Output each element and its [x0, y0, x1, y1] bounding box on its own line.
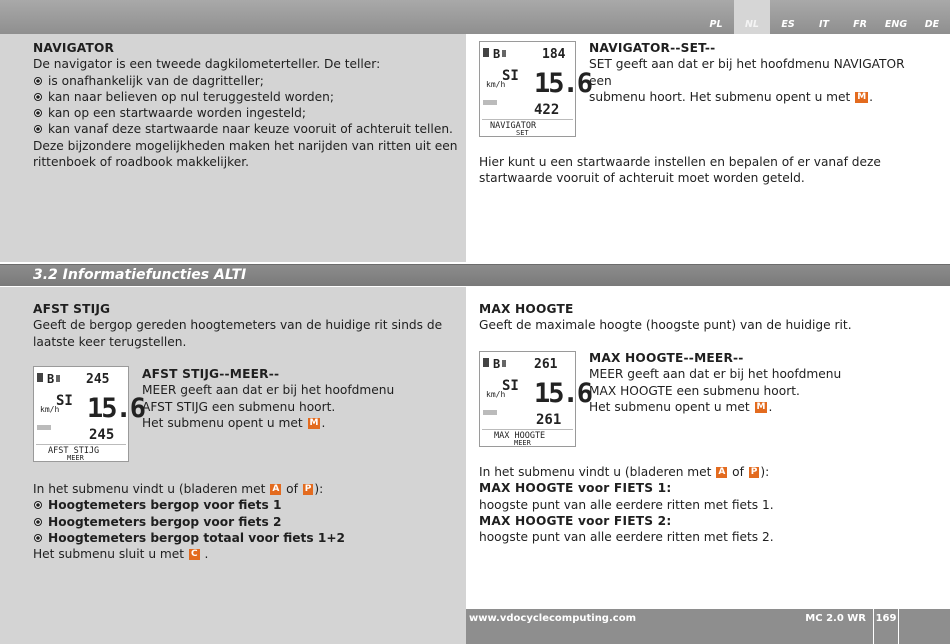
max-hoogte-f1-desc: hoogste punt van alle eerdere ritten met fiets 1. — [479, 497, 774, 512]
key-p-icon: P — [304, 484, 312, 494]
max-hoogte-sub-line2: MAX HOOGTE een submenu hoort. — [589, 383, 800, 398]
section-title: 3.2 Informatiefuncties ALTI — [33, 267, 247, 283]
afst-stijg-desc: Geeft de bergop gereden hoogtemeters van de huidige rit sinds de laatste keer terugstellen. — [33, 318, 443, 349]
navigator-section — [33, 40, 458, 170]
navigator-set-line2-text: submenu hoort. Het submenu opent u met — [589, 89, 851, 104]
navigator-set-para: Hier kunt u een startwaarde instellen en bepalen of er vanaf deze startwaarde vooruit of achteruit moet worden geteld. — [479, 155, 881, 186]
svg-text:SI: SI — [502, 378, 519, 394]
list-item: Hoogtemeters bergop voor fiets 2 — [33, 514, 458, 530]
navigator-intro: De navigator is een tweede dagkilometerteller. De teller: — [33, 57, 381, 72]
lcd-top-value: 245 — [86, 372, 110, 387]
svg-text:km/h: km/h — [486, 390, 506, 399]
max-hoogte-sub-line1: MEER geeft aan dat er bij het hoofdmenu — [589, 367, 842, 382]
key-a-icon: A — [272, 484, 280, 494]
lang-tab-pl[interactable]: PL — [709, 19, 723, 30]
navigator-set-title: NAVIGATOR--SET-- — [589, 41, 716, 55]
lcd-line2: MEER — [67, 454, 84, 462]
lcd-speed-value: 15.6 — [534, 68, 592, 99]
punct: ): — [760, 465, 770, 479]
navigator-set-section — [589, 40, 919, 105]
lang-tab-it[interactable]: IT — [818, 19, 829, 30]
navigator-set-line2 — [589, 89, 919, 105]
list-item: is onafhankelijk van de dagritteller; — [33, 73, 458, 89]
max-hoogte-browse-line — [479, 464, 919, 480]
sub-line3-text: Het submenu opent u met — [142, 415, 303, 430]
afst-stijg-section — [33, 301, 458, 350]
lcd-display-navigator — [479, 41, 592, 137]
list-item: Hoogtemeters bergop totaal voor fiets 1+2 — [33, 530, 458, 546]
navigator-bullets — [33, 73, 458, 138]
list-item: kan op een startwaarde worden ingesteld; — [33, 105, 458, 121]
afst-stijg-browse — [33, 481, 458, 562]
footer-model: MC 2.0 WR — [805, 613, 866, 624]
key-p-icon: P — [750, 467, 758, 477]
svg-text:B: B — [493, 47, 501, 61]
max-hoogte-f2-desc: hoogste punt van alle eerdere ritten met fiets 2. — [479, 530, 774, 545]
afst-stijg-sub-title: AFST STIJG--MEER-- — [142, 367, 280, 381]
max-hoogte-submenu — [589, 350, 919, 415]
key-a-icon: A — [718, 467, 726, 477]
key-c-icon: C — [190, 549, 198, 560]
afst-stijg-sub-line3 — [142, 415, 462, 431]
afst-stijg-title: AFST STIJG — [33, 302, 111, 316]
browse-of: of — [286, 482, 298, 496]
browse-text: In het submenu vindt u (bladeren met — [33, 482, 266, 496]
afst-stijg-close-line — [33, 546, 458, 562]
close-text: Het submenu sluit u met — [33, 547, 185, 562]
lcd-line2: MEER — [514, 439, 531, 447]
lcd-line1: NAVIGATOR — [490, 121, 537, 131]
max-hoogte-f2-title: MAX HOOGTE voor FIETS 2: — [479, 513, 672, 528]
afst-stijg-sub-line2: AFST STIJG een submenu hoort. — [142, 399, 336, 414]
list-item: Hoogtemeters bergop voor fiets 1 — [33, 497, 458, 513]
svg-text:km/h: km/h — [486, 80, 506, 89]
lang-tab-de[interactable]: DE — [924, 19, 940, 30]
key-m-icon: M — [309, 417, 319, 428]
lcd-top-value: 261 — [534, 357, 558, 372]
svg-text:B: B — [493, 357, 501, 371]
footer — [0, 609, 950, 644]
list-item: kan naar believen op nul teruggesteld worden; — [33, 89, 458, 105]
footer-url[interactable]: www.vdocyclecomputing.com — [468, 613, 636, 624]
page-number: 169 — [873, 609, 899, 644]
max-hoogte-sub-line3 — [589, 399, 919, 415]
sub-line3-text: Het submenu opent u met — [589, 399, 750, 414]
afst-stijg-items — [33, 497, 458, 546]
key-m-icon: M — [756, 401, 766, 412]
max-hoogte-f1-title: MAX HOOGTE voor FIETS 1: — [479, 481, 672, 496]
lcd-bottom-value: 261 — [536, 412, 562, 428]
lang-tab-eng[interactable]: ENG — [884, 19, 908, 30]
footer-left — [0, 609, 466, 644]
afst-stijg-browse-line — [33, 481, 458, 497]
punct: . — [204, 547, 209, 562]
navigator-outro: Deze bijzondere mogelijkheden maken het narijden van ritten uit een rittenboek of roadbook makkelijker. — [33, 138, 458, 170]
lang-tab-es[interactable]: ES — [781, 19, 795, 30]
max-hoogte-title: MAX HOOGTE — [479, 302, 574, 316]
afst-stijg-submenu — [142, 366, 462, 431]
svg-text:km/h: km/h — [40, 405, 60, 414]
section-header — [0, 264, 950, 286]
key-m-icon: M — [857, 91, 867, 102]
lang-tab-fr[interactable]: FR — [853, 19, 867, 30]
lcd-display-max-hoogte — [479, 351, 592, 447]
lang-tab-nl[interactable]: NL — [734, 0, 770, 34]
lcd-line1: MAX HOOGTE — [494, 431, 546, 441]
max-hoogte-sub-title: MAX HOOGTE--MEER-- — [589, 351, 744, 365]
lcd-display-afst-stijg — [33, 366, 145, 462]
lcd-bottom-value: 245 — [89, 427, 115, 443]
browse-of: of — [732, 465, 744, 479]
lcd-speed-value: 15.6 — [87, 393, 145, 424]
lcd-top-value: 184 — [542, 47, 566, 62]
browse-text: In het submenu vindt u (bladeren met — [479, 465, 712, 479]
punct: . — [321, 415, 326, 430]
punct: ): — [314, 482, 324, 496]
punct: . — [768, 399, 773, 414]
lcd-line2: SET — [516, 129, 529, 137]
navigator-title: NAVIGATOR — [33, 41, 115, 55]
svg-text:B: B — [47, 372, 55, 386]
max-hoogte-panel — [466, 287, 950, 609]
max-hoogte-section — [479, 301, 919, 334]
lcd-speed-value: 15.6 — [534, 378, 592, 409]
punct: . — [869, 89, 874, 104]
svg-text:SI: SI — [502, 68, 519, 84]
lcd-line1: AFST STIJG — [48, 446, 100, 456]
afst-stijg-sub-line1: MEER geeft aan dat er bij het hoofdmenu — [142, 383, 395, 398]
navigator-set-line1: SET geeft aan dat er bij het hoofdmenu NAVIGATOR een — [589, 57, 905, 88]
list-item: kan vanaf deze startwaarde naar keuze vooruit of achteruit tellen. — [33, 121, 458, 137]
max-hoogte-browse — [479, 464, 919, 545]
lcd-bottom-value: 422 — [534, 102, 560, 118]
language-tabs — [698, 0, 950, 34]
max-hoogte-desc: Geeft de maximale hoogte (hoogste punt) van de huidige rit. — [479, 318, 852, 333]
top-bar — [0, 0, 950, 34]
svg-text:SI: SI — [56, 393, 73, 409]
